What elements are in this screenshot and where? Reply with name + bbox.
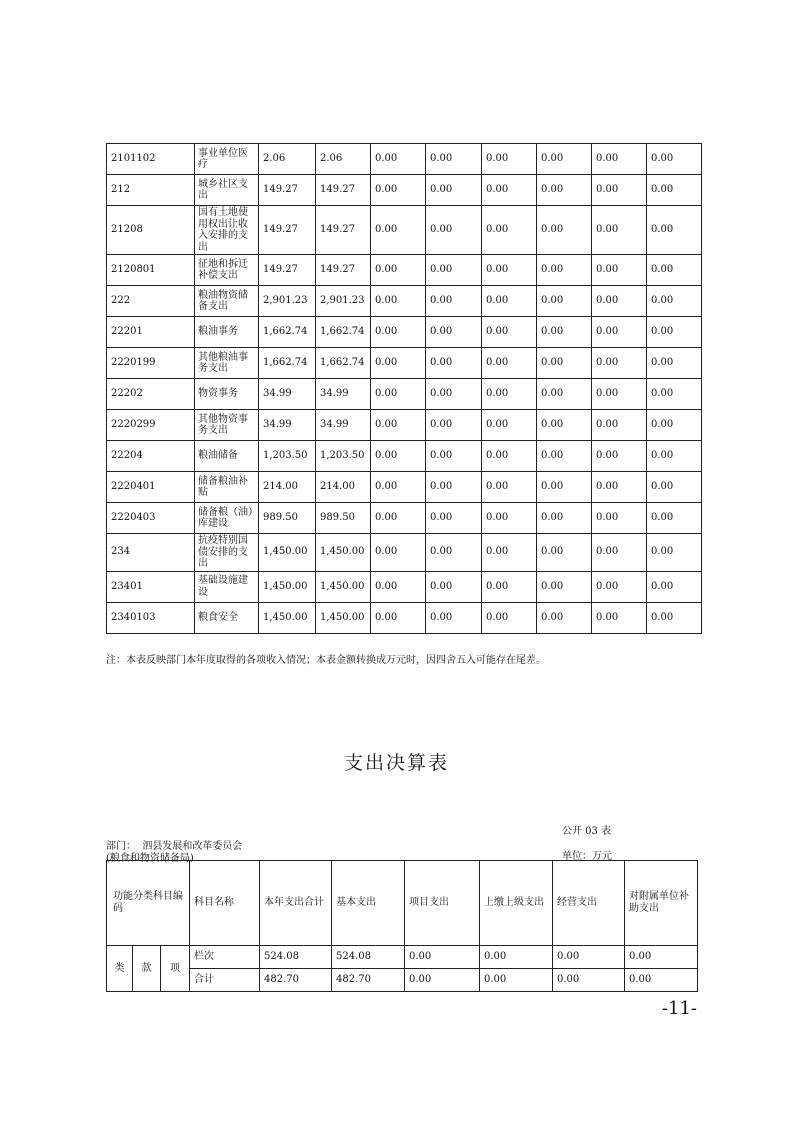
row-amount: 989.50: [259, 503, 316, 534]
row-amount: 0.00: [371, 472, 426, 503]
table-row: [107, 534, 702, 572]
row-amount: 0.00: [592, 472, 647, 503]
row-amount: 0.00: [592, 348, 647, 379]
row-amount: 0.00: [592, 441, 647, 472]
row-amount: 0.00: [592, 602, 647, 633]
row-amount: 2.06: [316, 144, 371, 175]
header-lei: 类: [107, 946, 133, 992]
row-amount: 1,662.74: [316, 348, 371, 379]
row-name: 粮油物资储备支出: [195, 286, 259, 317]
row-amount: 0.00: [537, 534, 592, 572]
row-amount: 0.00: [371, 410, 426, 441]
row-amount: 1,450.00: [316, 534, 371, 572]
row-name: 城乡社区支出: [195, 175, 259, 206]
row-amount: 0.00: [537, 602, 592, 633]
header-total: 本年支出合计: [260, 861, 332, 946]
table-row: [107, 410, 702, 441]
row-name: 粮食安全: [195, 602, 259, 633]
row-amount: 0.00: [482, 255, 537, 286]
row-amount: 0.00: [371, 571, 426, 602]
row-amount: 0.00: [537, 571, 592, 602]
row-amount: 0.00: [647, 175, 702, 206]
row-amount: 0.00: [592, 503, 647, 534]
row-amount: 0.00: [537, 206, 592, 255]
row-amount: 149.27: [316, 255, 371, 286]
row-amount: 0.00: [647, 441, 702, 472]
row-amount: 0.00: [592, 317, 647, 348]
row-amount: 34.99: [316, 379, 371, 410]
row-amount: 0.00: [482, 379, 537, 410]
row-amount: 0.00: [482, 286, 537, 317]
row-amount: 0.00: [537, 286, 592, 317]
row-amount: 0.00: [647, 410, 702, 441]
row-amount: 34.99: [259, 410, 316, 441]
row-amount: 1,662.74: [316, 317, 371, 348]
row-code: 2340103: [107, 602, 195, 633]
cell-upper: 0.00: [480, 969, 553, 992]
row-name: 其他物资事务支出: [195, 410, 259, 441]
row-amount: 0.00: [482, 503, 537, 534]
row-amount: 0.00: [371, 348, 426, 379]
row-amount: 0.00: [426, 144, 482, 175]
row-amount: 0.00: [537, 175, 592, 206]
table-row: [107, 144, 702, 175]
row-amount: 0.00: [426, 571, 482, 602]
expense-row-total: [107, 969, 698, 992]
row-code: 234: [107, 534, 195, 572]
row-amount: 0.00: [537, 317, 592, 348]
cell-upper: 0.00: [480, 946, 553, 969]
row-amount: 214.00: [316, 472, 371, 503]
cell-total: 524.08: [260, 946, 332, 969]
row-amount: 1,450.00: [259, 571, 316, 602]
row-amount: 0.00: [647, 379, 702, 410]
row-amount: 0.00: [371, 602, 426, 633]
row-amount: 0.00: [592, 571, 647, 602]
unit-label: 单位：万元: [562, 851, 612, 862]
row-amount: 0.00: [426, 379, 482, 410]
table-row: [107, 379, 702, 410]
row-amount: 0.00: [371, 503, 426, 534]
row-amount: 1,450.00: [316, 602, 371, 633]
row-amount: 0.00: [647, 255, 702, 286]
row-amount: 0.00: [426, 410, 482, 441]
row-amount: 0.00: [537, 441, 592, 472]
row-amount: 149.27: [316, 206, 371, 255]
table-row: [107, 286, 702, 317]
department-name: 泗县发展和改革委员会: [142, 841, 243, 852]
row-code: 2101102: [107, 144, 195, 175]
row-name: 事业单位医疗: [195, 144, 259, 175]
row-amount: 0.00: [647, 348, 702, 379]
income-table: [106, 143, 702, 634]
row-name: 其他粮油事务支出: [195, 348, 259, 379]
department-sub: (粮食和物资储备局): [106, 853, 194, 864]
table-row: [107, 602, 702, 633]
row-amount: 0.00: [426, 534, 482, 572]
row-amount: 0.00: [426, 317, 482, 348]
cell-subsidy: 0.00: [625, 946, 698, 969]
table-row: [107, 206, 702, 255]
row-amount: 1,450.00: [259, 534, 316, 572]
row-amount: 149.27: [259, 255, 316, 286]
row-amount: 0.00: [482, 571, 537, 602]
row-amount: 149.27: [259, 206, 316, 255]
row-amount: 0.00: [426, 175, 482, 206]
expense-row-lanci: [107, 946, 698, 969]
table-row: [107, 503, 702, 534]
row-amount: 0.00: [647, 144, 702, 175]
row-amount: 0.00: [592, 379, 647, 410]
row-amount: 2,901.23: [259, 286, 316, 317]
row-amount: 0.00: [426, 286, 482, 317]
row-amount: 2.06: [259, 144, 316, 175]
row-amount: 1,203.50: [259, 441, 316, 472]
row-name: 抗疫特别国债安排的支出: [195, 534, 259, 572]
cell-total: 482.70: [260, 969, 332, 992]
header-subsidy: 对附属单位补助支出: [625, 861, 698, 946]
header-project: 项目支出: [405, 861, 480, 946]
row-amount: 0.00: [592, 410, 647, 441]
row-amount: 0.00: [647, 206, 702, 255]
row-name: 物资事务: [195, 379, 259, 410]
row-amount: 1,203.50: [316, 441, 371, 472]
row-amount: 0.00: [647, 602, 702, 633]
row-amount: 149.27: [316, 175, 371, 206]
row-amount: 0.00: [482, 602, 537, 633]
row-amount: 0.00: [592, 175, 647, 206]
department-label: 部门：: [106, 841, 136, 852]
table-note: 注：本表反映部门本年度取得的各项收入情况；本表金额转换成万元时，因四舍五入可能存在尾差。: [106, 655, 546, 666]
row-name: 粮油事务: [195, 317, 259, 348]
row-amount: 0.00: [482, 472, 537, 503]
expense-table: [106, 860, 698, 992]
row-name: 储备粮（油）库建设: [195, 503, 259, 534]
row-amount: 0.00: [482, 175, 537, 206]
row-amount: 0.00: [371, 441, 426, 472]
row-amount: 0.00: [482, 317, 537, 348]
row-amount: 0.00: [482, 144, 537, 175]
row-amount: 0.00: [371, 175, 426, 206]
row-amount: 0.00: [426, 472, 482, 503]
row-amount: 0.00: [482, 348, 537, 379]
row-amount: 0.00: [371, 206, 426, 255]
table-row: [107, 255, 702, 286]
page-number: -11-: [661, 998, 697, 1019]
row-code: 21208: [107, 206, 195, 255]
row-code: 2120801: [107, 255, 195, 286]
table-row: [107, 571, 702, 602]
row-amount: 0.00: [537, 503, 592, 534]
form-number: 公开 03 表: [562, 826, 612, 837]
row-label: 合计: [190, 969, 260, 992]
row-amount: 0.00: [426, 348, 482, 379]
expense-header-row: [107, 861, 698, 946]
row-code: 222: [107, 286, 195, 317]
row-amount: 0.00: [426, 206, 482, 255]
row-amount: 1,662.74: [259, 348, 316, 379]
row-amount: 0.00: [537, 410, 592, 441]
header-subject-name: 科目名称: [190, 861, 260, 946]
row-amount: 0.00: [592, 255, 647, 286]
cell-basic: 482.70: [332, 969, 405, 992]
row-amount: 0.00: [592, 286, 647, 317]
row-amount: 989.50: [316, 503, 371, 534]
row-code: 212: [107, 175, 195, 206]
row-amount: 0.00: [647, 317, 702, 348]
cell-basic: 524.08: [332, 946, 405, 969]
row-code: 2220199: [107, 348, 195, 379]
row-amount: 0.00: [371, 255, 426, 286]
row-name: 储备粮油补贴: [195, 472, 259, 503]
table-row: [107, 348, 702, 379]
expense-table-title: 支出决算表: [343, 752, 449, 774]
row-amount: 0.00: [537, 472, 592, 503]
table-row: [107, 175, 702, 206]
cell-business: 0.00: [553, 969, 625, 992]
row-name: 征地和拆迁补偿支出: [195, 255, 259, 286]
row-amount: 149.27: [259, 175, 316, 206]
row-amount: 0.00: [371, 317, 426, 348]
row-amount: 1,450.00: [259, 602, 316, 633]
row-amount: 34.99: [316, 410, 371, 441]
row-amount: 0.00: [537, 144, 592, 175]
row-amount: 2,901.23: [316, 286, 371, 317]
header-basic: 基本支出: [332, 861, 405, 946]
row-amount: 0.00: [426, 602, 482, 633]
row-amount: 0.00: [592, 144, 647, 175]
row-code: 22201: [107, 317, 195, 348]
row-amount: 0.00: [426, 503, 482, 534]
row-amount: 0.00: [371, 286, 426, 317]
row-amount: 0.00: [537, 255, 592, 286]
row-amount: 0.00: [482, 441, 537, 472]
cell-subsidy: 0.00: [625, 969, 698, 992]
row-amount: 214.00: [259, 472, 316, 503]
row-amount: 0.00: [426, 441, 482, 472]
table-row: [107, 441, 702, 472]
row-amount: 0.00: [592, 206, 647, 255]
row-amount: 0.00: [482, 410, 537, 441]
row-code: 22204: [107, 441, 195, 472]
row-amount: 0.00: [647, 286, 702, 317]
row-name: 国有土地使用权出让收入安排的支出: [195, 206, 259, 255]
row-amount: 0.00: [537, 348, 592, 379]
row-amount: 1,662.74: [259, 317, 316, 348]
row-amount: 0.00: [371, 144, 426, 175]
row-amount: 0.00: [592, 534, 647, 572]
row-code: 2220401: [107, 472, 195, 503]
row-name: 粮油储备: [195, 441, 259, 472]
header-kuan: 款: [133, 946, 161, 992]
header-upper: 上缴上级支出: [480, 861, 553, 946]
table-row: [107, 472, 702, 503]
cell-project: 0.00: [405, 946, 480, 969]
cell-project: 0.00: [405, 969, 480, 992]
row-amount: 34.99: [259, 379, 316, 410]
row-amount: 0.00: [371, 379, 426, 410]
row-amount: 0.00: [647, 571, 702, 602]
row-name: 基础设施建设: [195, 571, 259, 602]
row-amount: 0.00: [482, 206, 537, 255]
header-classify-code: 功能分类科目编码: [107, 861, 190, 946]
row-amount: 0.00: [647, 534, 702, 572]
header-business: 经营支出: [553, 861, 625, 946]
row-code: 2220299: [107, 410, 195, 441]
row-amount: 0.00: [537, 379, 592, 410]
row-amount: 0.00: [371, 534, 426, 572]
row-amount: 0.00: [482, 534, 537, 572]
row-code: 22202: [107, 379, 195, 410]
table-row: [107, 317, 702, 348]
row-amount: 0.00: [426, 255, 482, 286]
header-xiang: 项: [161, 946, 190, 992]
row-amount: 0.00: [647, 503, 702, 534]
cell-business: 0.00: [553, 946, 625, 969]
row-amount: 1,450.00: [316, 571, 371, 602]
row-label: 栏次: [190, 946, 260, 969]
row-code: 23401: [107, 571, 195, 602]
row-amount: 0.00: [647, 472, 702, 503]
row-code: 2220403: [107, 503, 195, 534]
